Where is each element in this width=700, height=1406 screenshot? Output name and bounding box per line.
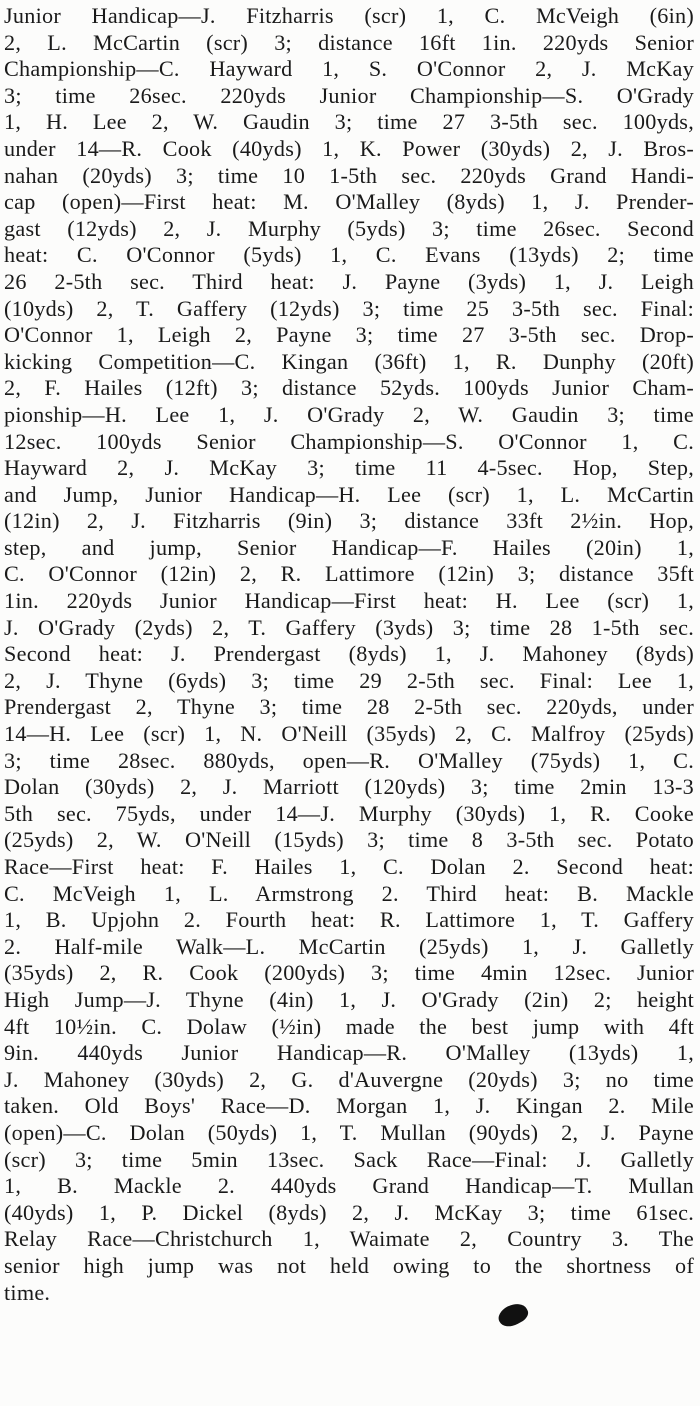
article-line: Relay Race—Christchurch 1, Waimate 2, Country 3. The — [4, 1226, 694, 1252]
article-line: nahan (20yds) 3; time 10 1-5th sec. 220yds Grand Handi- — [4, 162, 694, 188]
article-line: Race—First heat: F. Hailes 1, C. Dolan 2. Second heat: — [4, 854, 694, 879]
article-line: J. Mahoney (30yds) 2, G. d'Auvergne (20yds) 3; no time — [4, 1066, 694, 1092]
article-line: kicking Competition—C. Kingan (36ft) 1, R. Dunphy (20ft) — [4, 348, 694, 374]
article-line: 2, F. Hailes (12ft) 3; distance 52yds. 100yds Junior Cham- — [4, 375, 694, 401]
article-line: (10yds) 2, T. Gaffery (12yds) 3; time 25 3-5th sec. Final: — [4, 295, 694, 321]
article-line: step, and jump, Senior Handicap—F. Hailes (20in) 1, — [4, 534, 694, 560]
article-line: (35yds) 2, R. Cook (200yds) 3; time 4min 12sec. Junior — [4, 960, 694, 986]
article-line: (open)—C. Dolan (50yds) 1, T. Mullan (90yds) 2, J. Payne — [4, 1119, 694, 1145]
article-line: J. O'Grady (2yds) 2, T. Gaffery (3yds) 3; time 28 1-5th sec. — [4, 614, 694, 640]
article-line: under 14—R. Cook (40yds) 1, K. Power (30yds) 2, J. Bros- — [4, 135, 694, 161]
article-line: time. — [4, 1279, 51, 1305]
article-line: taken. Old Boys' Race—D. Morgan 1, J. Kingan 2. Mile — [4, 1093, 694, 1119]
article-line: 3; time 26sec. 220yds Junior Championship—S. O'Grady — [4, 82, 694, 108]
article-line: Junior Handicap—J. Fitzharris (scr) 1, C. McVeigh (6in) — [4, 3, 694, 28]
article-line: 2. Half-mile Walk—L. McCartin (25yds) 1, J. Galletly — [4, 933, 694, 959]
article-line: (25yds) 2, W. O'Neill (15yds) 3; time 8 3-5th sec. Potato — [4, 827, 694, 853]
article-line: (40yds) 1, P. Dickel (8yds) 2, J. McKay 3; time 61sec. — [4, 1199, 694, 1225]
article-line: (scr) 3; time 5min 13sec. Sack Race—Final: J. Galletly — [4, 1146, 694, 1172]
article-line: gast (12yds) 2, J. Murphy (5yds) 3; time 26sec. Second — [4, 215, 694, 241]
article-line: 2, J. Thyne (6yds) 3; time 29 2-5th sec. Final: Lee 1, — [4, 667, 694, 693]
article-line: Hayward 2, J. McKay 3; time 11 4-5sec. Hop, Step, — [4, 455, 694, 481]
article-line: 1, B. Upjohn 2. Fourth heat: R. Lattimore 1, T. Gaffery — [4, 907, 694, 933]
article-line: O'Connor 1, Leigh 2, Payne 3; time 27 3-5th sec. Drop- — [4, 322, 694, 348]
article-line: Prendergast 2, Thyne 3; time 28 2-5th sec. 220yds, under — [4, 694, 694, 720]
article-line: 9in. 440yds Junior Handicap—R. O'Malley (13yds) 1, — [4, 1040, 694, 1066]
article-line: Second heat: J. Prendergast (8yds) 1, J. Mahoney (8yds) — [4, 641, 694, 667]
article-line: 14—H. Lee (scr) 1, N. O'Neill (35yds) 2, C. Malfroy (25yds) — [4, 721, 694, 747]
article-line: 1, H. Lee 2, W. Gaudin 3; time 27 3-5th sec. 100yds, — [4, 109, 694, 135]
article-line: heat: C. O'Connor (5yds) 1, C. Evans (13yds) 2; time — [4, 242, 694, 268]
article-line: High Jump—J. Thyne (4in) 1, J. O'Grady (2in) 2; height — [4, 986, 694, 1012]
article-line: 2, L. McCartin (scr) 3; distance 16ft 1in. 220yds Senior — [4, 29, 694, 55]
article-line: C. McVeigh 1, L. Armstrong 2. Third heat: B. Mackle — [4, 880, 694, 906]
article-line: 1, B. Mackle 2. 440yds Grand Handicap—T. Mullan — [4, 1173, 694, 1199]
article-line: Dolan (30yds) 2, J. Marriott (120yds) 3; time 2min 13-3 — [4, 774, 694, 800]
article-line: cap (open)—First heat: M. O'Malley (8yds) 1, J. Prender- — [4, 189, 694, 215]
article-line: 5th sec. 75yds, under 14—J. Murphy (30yds) 1, R. Cooke — [4, 800, 694, 826]
article-line: and Jump, Junior Handicap—H. Lee (scr) 1, L. McCartin — [4, 481, 694, 507]
article-line: C. O'Connor (12in) 2, R. Lattimore (12in) 3; distance 35ft — [4, 561, 694, 587]
article-line: pionship—H. Lee 1, J. O'Grady 2, W. Gaudin 3; time — [4, 401, 694, 427]
article-line: (12in) 2, J. Fitzharris (9in) 3; distance 33ft 2½in. Hop, — [4, 508, 694, 534]
article-line: 1in. 220yds Junior Handicap—First heat: H. Lee (scr) 1, — [4, 588, 694, 614]
sports-results-article — [4, 3, 694, 1306]
article-line: 3; time 28sec. 880yds, open—R. O'Malley (75yds) 1, C. — [4, 747, 694, 773]
article-line: 12sec. 100yds Senior Championship—S. O'Connor 1, C. — [4, 428, 694, 454]
article-line: Championship—C. Hayward 1, S. O'Connor 2, J. McKay — [4, 56, 694, 82]
article-line: 4ft 10½in. C. Dolaw (½in) made the best jump with 4ft — [4, 1013, 694, 1039]
article-line: 26 2-5th sec. Third heat: J. Payne (3yds) 1, J. Leigh — [4, 268, 694, 294]
article-line: senior high jump was not held owing to the shortness of — [4, 1252, 694, 1278]
